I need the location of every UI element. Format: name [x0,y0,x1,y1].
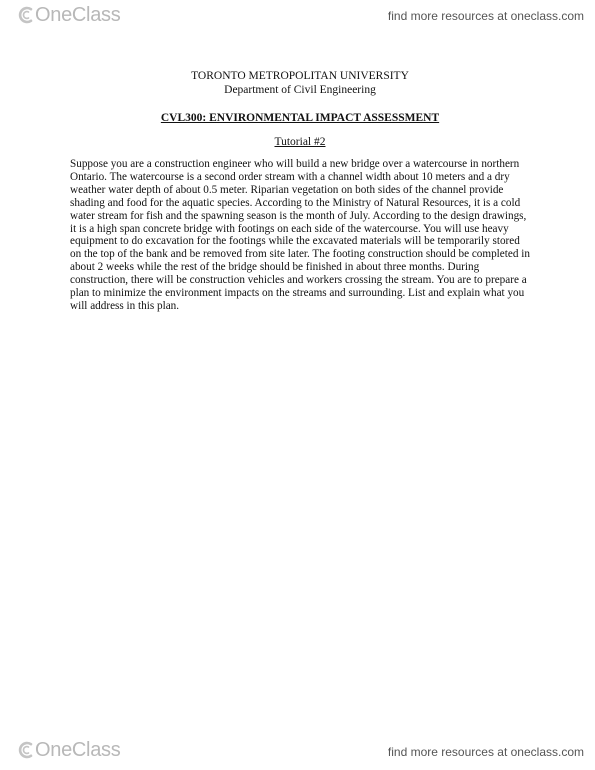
university-name: TORONTO METROPOLITAN UNIVERSITY [191,70,409,82]
logo-text: OneClass [35,4,121,26]
tutorial-question-paragraph: Suppose you are a construction engineer who will build a new bridge over a watercourse in northern Ontario. The watercourse is a second order stream with a channel width about 10 meters and a dry weather water depth of about 0.5 meter. Riparian vegetation on both sides of the channel provide shading and food for the aquatic species. According to the Ministry of Natural Resources, it is a cold water stream for fish and the spawning season is the month of July. According to the design drawings, it is a high span concrete bridge with footings on each side of the watercourse. You will use heavy equipment to do excavation for the footings while the excavated materials will be temporarily stored on the top of the bank and be removed from site later. The footing construction should be completed in about 2 weeks while the rest of the bridge should be finished in about three months. During construction, there will be construction vehicles and workers crossing the stream. You are to prepare a plan to minimize the environment impacts on the streams and surrounding. List and explain what you will address in this plan. [70,158,530,312]
department-name: Department of Civil Engineering [224,84,376,96]
tutorial-heading: Tutorial #2 [274,136,326,148]
course-title: CVL300: ENVIRONMENTAL IMPACT ASSESSMENT [160,112,440,124]
oneclass-logo-top[interactable] [18,2,120,28]
logo-text: OneClass [35,739,121,761]
document-body [70,69,530,313]
oneclass-logo-icon [18,741,34,759]
resources-link-top[interactable]: find more resources at oneclass.com [387,9,584,23]
oneclass-logo-bottom[interactable] [18,737,120,763]
resources-link-bottom[interactable]: find more resources at oneclass.com [387,745,584,759]
oneclass-logo-icon [18,6,34,24]
